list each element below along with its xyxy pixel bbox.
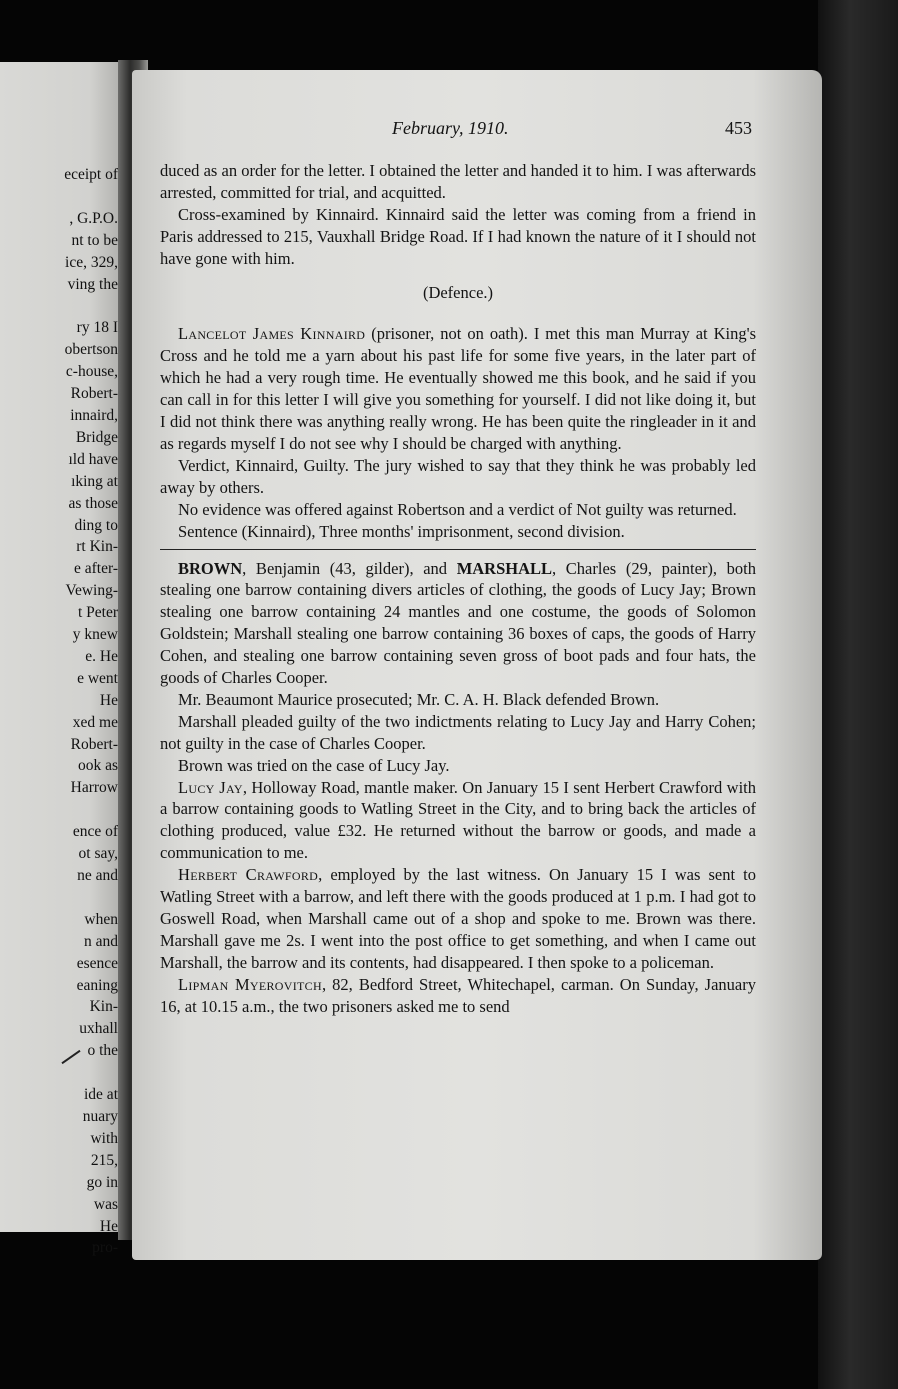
left-page-line: [64, 186, 118, 208]
left-page-line: as those: [68, 494, 118, 512]
left-page-line: e. He: [85, 647, 118, 665]
left-page-line: ide at: [84, 1086, 118, 1104]
left-page-line: Bridge: [75, 428, 118, 446]
left-page-line: nuary: [82, 1107, 118, 1125]
left-page-line: eceipt of: [64, 166, 118, 183]
paragraph-no-evidence: No evidence was offered against Robertson and a verdict of Not guilty was returned.: [178, 499, 737, 519]
indictment-text: , Charles (29, painter), both stealing one barrow containing divers articles of clothing, the goods of Lucy Jay; Brown stealing one barrow containing 24 mantles and one costume, the goods of Solomon Goldstein; Marshall stealing one barrow containing 36 boxes of caps, the goods of Harry Cohen, and stealing one barrow containing seven gross of boot pads and four hats, the goods of Charles Cooper.: [160, 558, 756, 688]
left-page-text-fragments: [64, 164, 118, 1259]
left-page-line: Robert-: [70, 735, 118, 753]
left-page-line: innaird,: [70, 406, 118, 424]
left-page-line: Vewing-: [65, 582, 118, 600]
left-page-line: with: [90, 1129, 118, 1147]
left-page-line: go in: [86, 1173, 118, 1191]
left-page-line: Robert-: [70, 385, 118, 403]
page-header: [392, 118, 752, 146]
running-head-date: February, 1910.: [392, 118, 509, 138]
defendant-name-marshall: MARSHALL: [456, 558, 553, 578]
left-page-line: ıld have: [68, 450, 118, 468]
left-page-line: [64, 799, 118, 821]
left-page-line: [64, 1062, 118, 1084]
left-page-line: ding to: [74, 516, 118, 534]
paragraph-lucy-jay: [160, 777, 756, 865]
paragraph-lipman-myerovitch: [160, 974, 756, 1018]
left-page-line: ot say,: [78, 845, 118, 863]
left-page-line: n and: [83, 932, 118, 950]
defence-heading: (Defence.): [422, 282, 494, 302]
paragraph-plea: Marshall pleaded guilty of the two indictments relating to Lucy Jay and Harry Cohen; not guilty in the case of Charles Cooper.: [160, 711, 756, 753]
witness-text: , Holloway Road, mantle maker. On January 15 I sent Herbert Crawford with a barrow containing goods to Watling Street in the City, and to bring back the articles of clothing produced, value £32. He returned without the barrow or goods, and made a communication to me.: [160, 777, 756, 863]
witness-name: Lucy Jay: [178, 777, 243, 797]
left-page-line: ıking at: [71, 472, 118, 490]
page-body: [160, 160, 756, 1018]
left-page-line: ence of: [72, 823, 118, 841]
statement-text: (prisoner, not on oath). I met this man Murray at King's Cross and he told me a yarn about his past life for some five years, in the later part of which he had a very rough time. He eventually showed me this book, and he said if you can call in for this letter I will give you something for yourself. I did not like doing it, but I did not think there was anything really wrong. He has been quite the ringleader in it and as regards myself I do not see why I should be charged with anything.: [160, 324, 756, 453]
left-page-line: pro-: [92, 1239, 118, 1257]
left-page-line: y knew: [72, 626, 118, 644]
left-page-line: nt to be: [71, 231, 118, 249]
case-divider-rule: [160, 549, 756, 550]
paragraph-verdict: Verdict, Kinnaird, Guilty. The jury wished to say that they think he was probably led away by others.: [160, 455, 756, 497]
left-page-line: c-house,: [65, 363, 118, 381]
left-page-line: He: [99, 1217, 118, 1235]
left-page-line: Harrow: [70, 779, 118, 797]
left-page-line: ne and: [77, 867, 118, 884]
paragraph-cross-examination: Cross-examined by Kinnaird. Kinnaird said the letter was coming from a friend in Paris addressed to 215, Vauxhall Bridge Road. If I had known the nature of it I should not have gone with him.: [160, 204, 756, 268]
scanner-background-edge: [818, 0, 898, 1389]
left-page-line: e after-: [74, 560, 118, 578]
left-page-line: , G.P.O.: [69, 209, 118, 227]
witness-text: , 82, Bedford Street, Whitechapel, carman. On Sunday, January 16, at 10.15 a.m., the two prisoners asked me to send: [160, 974, 756, 1016]
paragraph-herbert-crawford: [160, 864, 756, 974]
defendant-name-brown: BROWN: [178, 558, 243, 578]
paragraph-trial-note: Brown was tried on the case of Lucy Jay.: [178, 755, 450, 775]
paragraph-kinnaird-statement: [160, 323, 756, 454]
witness-name: Herbert Crawford: [178, 865, 319, 885]
left-page-line: when: [84, 910, 118, 928]
left-page-line: 215,: [90, 1151, 118, 1169]
left-page-line: ice, 329,: [65, 253, 118, 271]
left-page-line: t Peter: [77, 604, 118, 622]
witness-name: Lipman Myerovitch: [178, 974, 322, 994]
left-page-line: ry 18 I: [76, 319, 118, 337]
left-page-line: [64, 887, 118, 909]
left-page-line: xed me: [72, 713, 118, 731]
left-page-line: esence: [76, 954, 118, 972]
witness-text: , employed by the last witness. On January 15 I was sent to Watling Street with a barrow, and left there with the goods produced at 1 p.m. I had got to Goswell Road, when Marshall came out of a shop and spoke to me. Brown was there. Marshall gave me 2s. I went into the post office to get something, and when I came out Marshall, the barrow and its contents, had disappeared. I then spoke to a policeman.: [160, 865, 756, 972]
indictment-mid: , Benjamin (43, gilder), and: [242, 558, 457, 578]
left-page-line: obertson: [64, 341, 118, 359]
paragraph-continuation: duced as an order for the letter. I obtained the letter and handed it to him. I was afterwards arrested, committed for trial, and acquitted.: [160, 161, 756, 202]
left-page-line: ook as: [77, 757, 118, 775]
left-page-line: was: [93, 1195, 118, 1213]
left-page-line: ving the: [67, 275, 118, 293]
left-page-line: Kin-: [89, 998, 118, 1016]
left-page-line: eaning: [76, 976, 118, 994]
left-page-line: o the: [87, 1042, 118, 1060]
paragraph-indictment: [160, 558, 756, 689]
left-page-line: rt Kin-: [76, 538, 118, 556]
left-page-line: He: [99, 691, 118, 709]
left-page-line: e went: [77, 669, 118, 687]
left-page: [0, 62, 128, 1257]
left-page-line: [64, 295, 118, 317]
left-page-line: uxhall: [79, 1020, 118, 1038]
paragraph-sentence: Sentence (Kinnaird), Three months' imprisonment, second division.: [178, 521, 625, 541]
page-number: 453: [725, 118, 752, 138]
paragraph-counsel: Mr. Beaumont Maurice prosecuted; Mr. C. A. H. Black defended Brown.: [178, 689, 660, 709]
witness-name: Lancelot James Kinnaird: [178, 324, 366, 344]
